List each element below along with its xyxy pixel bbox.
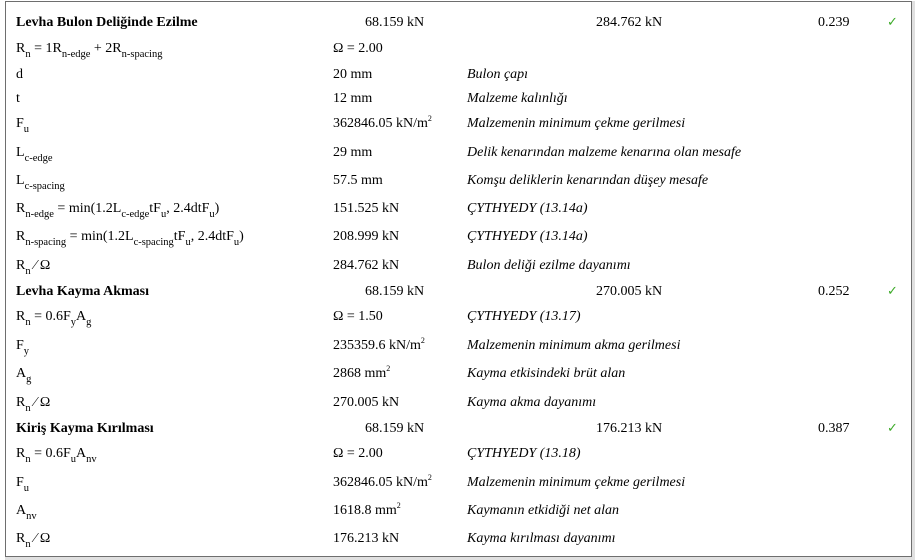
section-demand: 68.159 kN [365,15,425,30]
value: 176.213 kN [333,531,400,546]
description: ÇYTHYEDY (13.14a) [467,201,588,216]
value: Ω = 2.00 [333,446,383,461]
section-header [0,421,915,447]
description: Malzemenin minimum akma gerilmesi [467,338,681,353]
section-title: Kiriş Kayma Kırılması [16,421,154,436]
formula: $R_n$ ⁄ Ω [16,531,51,550]
calc-row [0,503,915,529]
section-demand: 68.159 kN [365,284,425,299]
calc-row [0,475,915,501]
description: Bulon deliği ezilme dayanımı [467,258,631,273]
calc-row [0,41,915,67]
section-capacity: 284.762 kN [596,15,663,30]
calc-row [0,91,915,117]
description: Malzeme kalınlığı [467,91,568,106]
symbol: $A_{nv}$ [16,503,37,522]
calc-row [0,145,915,171]
section-capacity: 176.213 kN [596,421,663,436]
calc-row [0,116,915,142]
value: 208.999 kN [333,229,400,244]
value: Ω = 2.00 [333,41,383,56]
value: 151.525 kN [333,201,400,216]
value: 270.005 kN [333,395,400,410]
section-title: Levha Bulon Deliğinde Ezilme [16,15,198,30]
description: ÇYTHYEDY (13.17) [467,309,581,324]
value: 57.5 mm [333,173,383,188]
calc-row [0,338,915,364]
calc-row [0,258,915,284]
value: 20 mm [333,67,373,82]
symbol: $A_g$ [16,366,32,385]
description: Kayma kırılması dayanımı [467,531,616,546]
description: Malzemenin minimum çekme gerilmesi [467,475,686,490]
calc-row [0,395,915,421]
symbol: t [16,91,20,106]
calc-row [0,229,915,255]
value: 235359.6 $kN/m^2$ [333,336,425,353]
value: 362846.05 $kN/m^2$ [333,114,432,131]
formula: $R_n$ ⁄ Ω [16,395,51,414]
section-ratio: 0.252 [818,284,850,299]
check-icon: ✓ [887,421,898,436]
description: Kayma etkisindeki brüt alan [467,366,626,381]
section-title: Levha Kayma Akması [16,284,150,299]
description: ÇYTHYEDY (13.18) [467,446,581,461]
section-header [0,284,915,310]
check-icon: ✓ [887,15,898,30]
symbol: $L_{c-edge}$ [16,145,53,164]
calc-row [0,446,915,472]
calc-row [0,531,915,557]
symbol: d [16,67,23,82]
symbol: $F_y$ [16,338,30,357]
formula: $R_n = 0.6F_uA_{nv}$ [16,446,97,465]
description: Kayma akma dayanımı [467,395,597,410]
value: 12 mm [333,91,373,106]
section-ratio: 0.387 [818,421,850,436]
section-header [0,15,915,41]
value: 2868 $mm^2$ [333,364,391,381]
value: 1618.8 $mm^2$ [333,501,401,518]
description: Komşu deliklerin kenarından düşey mesafe [467,173,709,188]
check-icon: ✓ [887,284,898,299]
formula: $R_n = 0.6F_yA_g$ [16,309,92,328]
description: Bulon çapı [467,67,529,82]
value: 29 mm [333,145,373,160]
symbol: $L_{c-spacing}$ [16,173,65,192]
description: Malzemenin minimum çekme gerilmesi [467,116,686,131]
formula: $R_n$ ⁄ Ω [16,258,51,277]
calc-row [0,309,915,335]
symbol: $F_u$ [16,116,30,135]
section-demand: 68.159 kN [365,421,425,436]
calc-row [0,201,915,227]
description: ÇYTHYEDY (13.14a) [467,229,588,244]
section-capacity: 270.005 kN [596,284,663,299]
description: Kaymanın etkidiği net alan [467,503,620,518]
value: 284.762 kN [333,258,400,273]
calc-row [0,67,915,93]
description: Delik kenarından malzeme kenarına olan mesafe [467,145,742,160]
calc-row [0,173,915,199]
symbol: $F_u$ [16,475,30,494]
value: Ω = 1.50 [333,309,383,324]
formula: $R_{n-edge} = \min(1.2L_{c-edge}tF_u$, 2.4dtF$_u$) [16,201,220,220]
value: 362846.05 $kN/m^2$ [333,473,432,490]
formula: $R_n = 1R_{n-edge} + 2R_{n-spacing}$ [16,41,163,60]
calc-row [0,366,915,392]
section-ratio: 0.239 [818,15,850,30]
formula: $R_{n-spacing} = \min(1.2L_{c-spacing}tF_u$, 2.4dtF$_u$) [16,229,244,248]
